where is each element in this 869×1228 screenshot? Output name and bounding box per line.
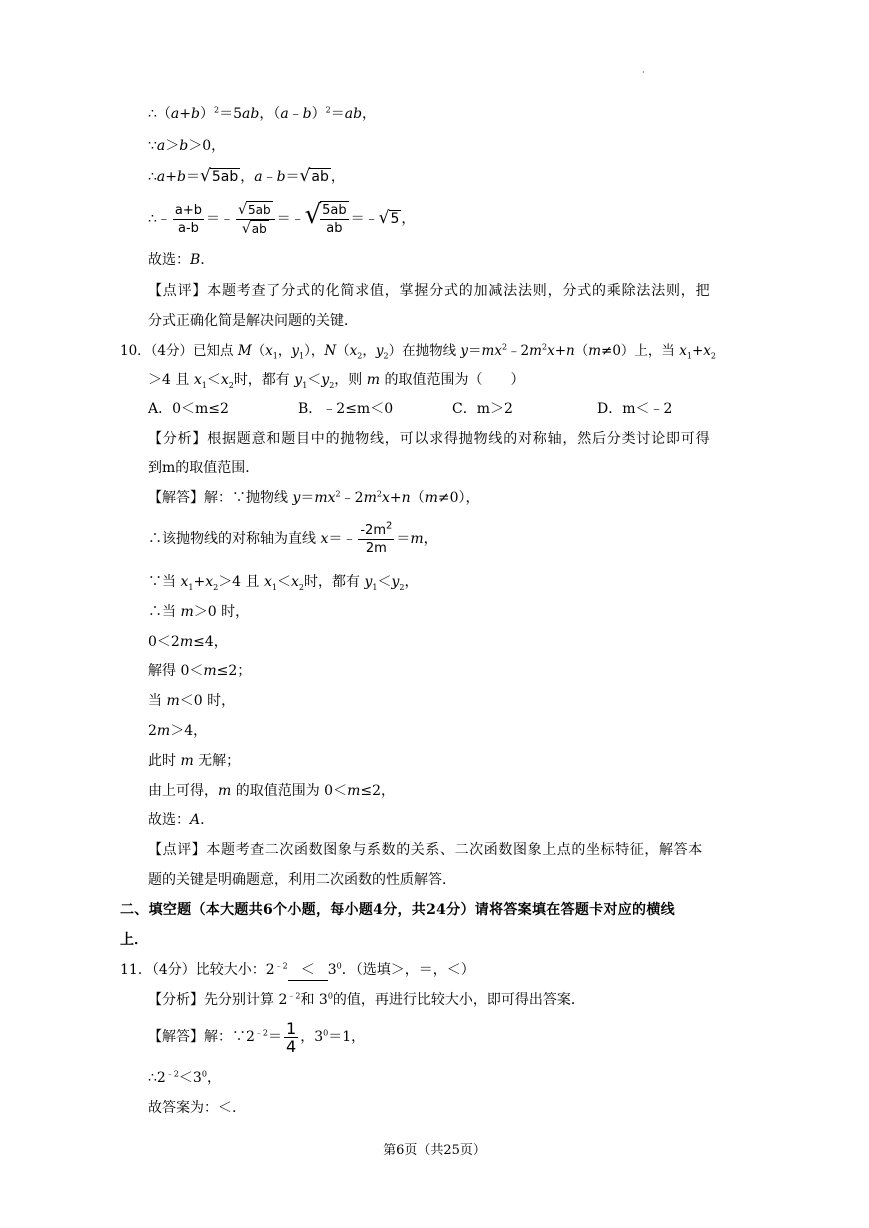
analysis-line-1: 【分析】根据题意和题目中的抛物线，可以求得抛物线的对称轴，然后分类讨论即可得 — [148, 431, 711, 447]
solution-line-6: 解得 0＜m≤2； — [148, 663, 252, 679]
math-line-1: $\therefore(a+b)^2=5ab$，（a﹣b）$^2$＝ab， — [148, 105, 377, 122]
math-line-2: ∵a＞b＞0， — [148, 138, 226, 154]
page-dot: · — [642, 68, 645, 77]
solution-line-8: 2m＞4， — [148, 723, 208, 739]
option-b: B．﹣2≤m＜0 — [298, 401, 394, 417]
solution-line-7: 当 m＜0 时， — [148, 693, 236, 709]
solution-line-11: 故选：A. — [148, 812, 205, 828]
comment2-line-2: 题的关键是明确题意，利用二次函数的性质解答． — [148, 872, 456, 888]
math-line-5: 故选：B. — [148, 252, 205, 268]
solution-line-3: ∵当 $x_1+x_2>4$ 且 $x_1<x_2$时，都有 $y_1<y_2$， — [148, 574, 419, 592]
solution-line-10: 由上可得，m 的取值范围为 0＜m≤2， — [148, 783, 396, 799]
solution-line-4: ∴当 m＞0 时， — [148, 604, 250, 620]
section-heading-line-2: 上． — [120, 932, 148, 948]
option-a: A．0＜m≤2 — [148, 401, 229, 417]
q11-solution-line-1: 【解答】解：$\because 2^{﹣2}=$ $\frac{1}{4}$ ，$3^0=1$， — [148, 1018, 366, 1056]
solution-line-9: 此时 m 无解； — [148, 753, 241, 769]
q11-solution-line-2: $\therefore 2^{﹣2}<3^0$， — [148, 1069, 221, 1086]
q10-line-1: 10．（4分）已知点 $M(x_1$，$y_1$），$N(x_2$，$y_2$）在抛物线 $y=mx^2﹣2m^2x+n(m\ne 0)$上，当 $x_1+x_2$ — [120, 342, 716, 361]
analysis-line-2: 到m的取值范围． — [148, 460, 260, 476]
math-line-3: ∴a+b＝√5ab ，a﹣b＝√ab ， — [148, 166, 345, 186]
solution-line-1: 【解答】解：∵抛物线 $y=mx^2﹣2m^2x+n(m\ne 0)$， — [148, 489, 480, 506]
comment-line-1: 【点评】本题考查了分式的化简求值，掌握分式的加减法法则，分式的乘除法法则，把 — [148, 283, 711, 299]
math-line-4: ∴﹣ $\frac{a+b}{a-b}$ ＝﹣ $\frac{√5ab}{√ab}$ ＝﹣√ $\frac{5ab}{ab}$ ＝﹣√5 ， — [148, 200, 416, 237]
q10-line-2: ＞4 且 $x_1<x_2$时，都有 $y_1<y_2$，则 m 的取值范围为（ ） — [148, 372, 525, 390]
page-footer: 第6页（共25页） — [383, 1143, 486, 1158]
q11-line-1: 11．（4分）比较大小：$2^{﹣2} < 3^0$．（选填＞，＝，＜） — [120, 960, 475, 981]
option-d: D．m＜﹣2 — [597, 401, 673, 417]
section-heading-line-1: 二、填空题（本大题共6个小题，每小题4分，共24分）请将答案填在答题卡对应的横线 — [120, 902, 675, 918]
solution-line-2: ∴该抛物线的对称轴为直线 x＝﹣ $\frac{-2m^2}{2m}$ ＝m， — [148, 520, 438, 556]
option-c: C．m＞2 — [452, 401, 513, 417]
comment2-line-1: 【点评】本题考查二次函数图象与系数的关系、二次函数图象上点的坐标特征，解答本 — [148, 842, 703, 858]
q11-solution-line-3: 故答案为：＜. — [148, 1100, 237, 1116]
solution-line-5: 0＜2m≤4， — [148, 634, 228, 650]
q11-analysis: 【分析】先分别计算 $2^{﹣2}$和 $3^0$的值，再进行比较大小，即可得出答案． — [148, 991, 585, 1008]
comment-line-2: 分式正确化简是解决问题的关键． — [148, 313, 358, 329]
